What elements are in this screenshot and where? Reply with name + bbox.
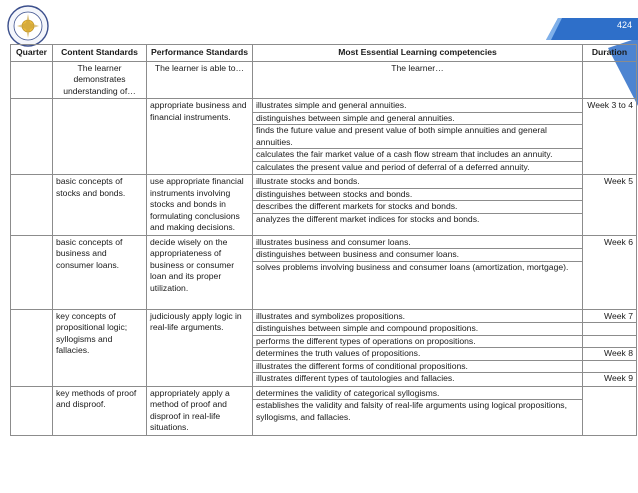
competency-item: illustrates the different forms of conditional propositions.	[253, 361, 582, 374]
competencies-cell	[253, 235, 583, 309]
header-quarter: Quarter	[11, 45, 53, 62]
performance-standard-cell: appropriately apply a method of proof and disproof in real-life situations.	[147, 386, 253, 435]
competency-item: analyzes the different market indices for stocks and bonds.	[256, 213, 480, 224]
content-standard-cell: key concepts of propositional logic; syllogisms and fallacies.	[53, 309, 147, 386]
competency-item: illustrates business and consumer loans.	[253, 237, 582, 250]
quarter-cell	[11, 386, 53, 435]
table-row	[11, 309, 637, 386]
quarter-cell	[11, 99, 53, 175]
competency-item: calculates the present value and period of deferral of a deferred annuity.	[256, 161, 530, 172]
competency-item: distinguishes between simple and general annuities.	[253, 113, 582, 126]
duration-cell: Week 6	[583, 235, 637, 309]
deped-seal-logo	[6, 4, 50, 48]
competency-item: distinguishes between stocks and bonds.	[253, 189, 582, 202]
header-performance-standards: Performance Standards	[147, 45, 253, 62]
content-standard-cell: basic concepts of business and consumer loans.	[53, 235, 147, 309]
quarter-cell	[11, 309, 53, 386]
page-number: 424	[616, 20, 632, 30]
table-row	[11, 235, 637, 309]
competency-item: establishes the validity and falsity of real-life arguments using logical propositions, syllogisms, and fallacies.	[256, 400, 567, 422]
competencies-cell	[253, 175, 583, 236]
duration-item: Week 9	[604, 373, 633, 383]
competency-item: finds the future value and present value of both simple annuities and general annuities.	[253, 125, 582, 149]
table-row	[11, 386, 637, 435]
table-row	[11, 175, 637, 236]
competency-item: distinguishes between business and consumer loans.	[253, 249, 582, 262]
competency-item: illustrate stocks and bonds.	[253, 176, 582, 189]
performance-standard-cell: use appropriate financial instruments involving stocks and bonds in formulating conclusions and making decisions.	[147, 175, 253, 236]
competency-item: performs the different types of operations on propositions.	[253, 336, 582, 349]
duration-cell	[583, 386, 637, 435]
subheader-quarter	[11, 61, 53, 99]
subheader-performance: The learner is able to…	[147, 61, 253, 99]
performance-standard-cell: judiciously apply logic in real-life arguments.	[147, 309, 253, 386]
competencies-cell	[253, 309, 583, 386]
subheader-content: The learner demonstrates understanding of…	[53, 61, 147, 99]
performance-standard-cell: decide wisely on the appropriateness of business or consumer loan and its proper utilization.	[147, 235, 253, 309]
competency-item: illustrates and symbolizes propositions.	[253, 311, 582, 324]
content-standard-cell: key methods of proof and disproof.	[53, 386, 147, 435]
duration-item: Week 8	[583, 348, 636, 361]
competency-item: illustrates simple and general annuities.	[253, 100, 582, 113]
performance-standard-cell: appropriate business and financial instruments.	[147, 99, 253, 175]
subheader-competencies: The learner…	[253, 61, 583, 99]
header-duration: Duration	[583, 45, 637, 62]
header-content-standards: Content Standards	[53, 45, 147, 62]
competency-item: determines the validity of categorical syllogisms.	[253, 388, 582, 401]
page-number-banner	[546, 18, 638, 40]
competencies-cell	[253, 99, 583, 175]
curriculum-table	[10, 44, 637, 436]
competency-item: calculates the fair market value of a cash flow stream that includes an annuity.	[253, 149, 582, 162]
competency-item: describes the different markets for stocks and bonds.	[253, 201, 582, 214]
table-subheader-row	[11, 61, 637, 99]
duration-item: Week 7	[583, 311, 636, 324]
header-competencies: Most Essential Learning competencies	[253, 45, 583, 62]
competency-item: determines the truth values of propositions.	[253, 348, 582, 361]
duration-item	[583, 323, 636, 336]
duration-cell: Week 3 to 4	[583, 99, 637, 175]
competency-item: distinguishes between simple and compound propositions.	[253, 323, 582, 336]
table-header-row	[11, 45, 637, 62]
duration-cell	[583, 309, 637, 386]
duration-cell: Week 5	[583, 175, 637, 236]
quarter-cell	[11, 175, 53, 236]
subheader-duration	[583, 61, 637, 99]
duration-item	[583, 336, 636, 349]
quarter-cell	[11, 235, 53, 309]
content-standard-cell	[53, 99, 147, 175]
content-standard-cell: basic concepts of stocks and bonds.	[53, 175, 147, 236]
competencies-cell	[253, 386, 583, 435]
competency-item: solves problems involving business and consumer loans (amortization, mortgage).	[256, 261, 569, 272]
table-row	[11, 99, 637, 175]
competency-item: illustrates different types of tautologies and fallacies.	[256, 373, 455, 383]
duration-item	[583, 361, 636, 374]
